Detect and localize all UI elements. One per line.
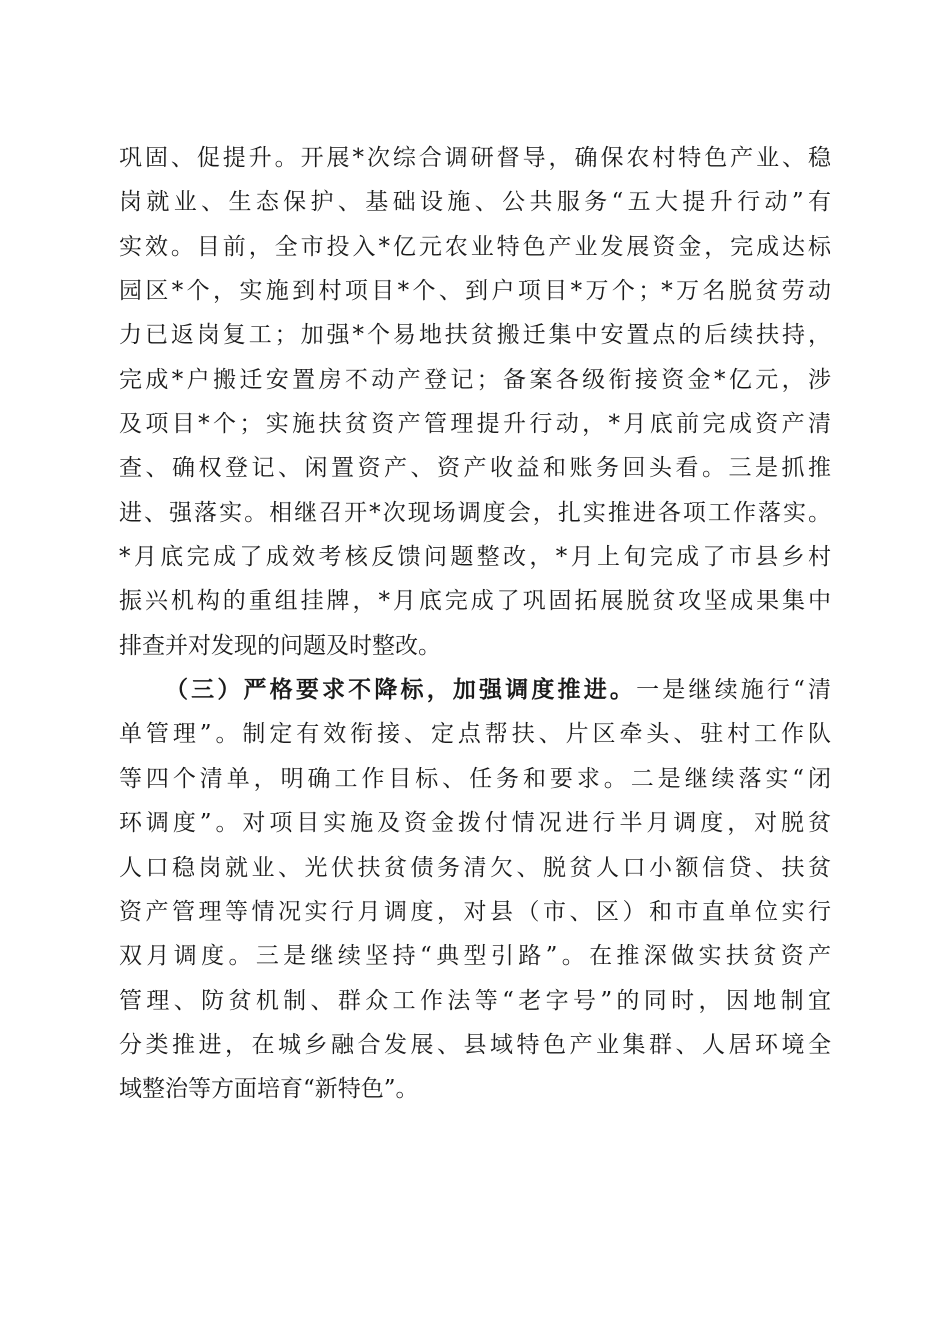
text-line: 环调度”。对项目实施及资金拨付情况进行半月调度，对脱贫 xyxy=(119,810,831,837)
text-line: 双月调度。三是继续坚持“典型引路”。在推深做实扶贫资产 xyxy=(119,943,831,970)
text-line: 岗就业、生态保护、基础设施、公共服务“五大提升行动”有 xyxy=(119,189,831,216)
text-line: 及项目*个；实施扶贫资产管理提升行动，*月底前完成资产清 xyxy=(119,411,831,438)
text-line: 查、确权登记、闲置资产、资产收益和账务回头看。三是抓推 xyxy=(119,455,831,482)
text-line: *月底完成了成效考核反馈问题整改，*月上旬完成了市县乡村 xyxy=(119,544,831,571)
text-line: 实效。目前，全市投入*亿元农业特色产业发展资金，完成达标 xyxy=(119,233,831,260)
text-line: 等四个清单，明确工作目标、任务和要求。二是继续落实“闭 xyxy=(119,765,831,792)
text-line: 分类推进，在城乡融合发展、县域特色产业集群、人居环境全 xyxy=(119,1031,831,1058)
section-heading: （三）严格要求不降标，加强调度推进。 xyxy=(165,676,637,704)
text-line: 完成*户搬迁安置房不动产登记；备案各级衔接资金*亿元，涉 xyxy=(119,366,831,393)
document-body xyxy=(119,136,831,1112)
text-line: 力已返岗复工；加强*个易地扶贫搬迁集中安置点的后续扶持， xyxy=(119,322,831,349)
text-line: 单管理”。制定有效衔接、定点帮扶、片区牵头、驻村工作队 xyxy=(119,721,831,748)
text-line: 人口稳岗就业、光伏扶贫债务清欠、脱贫人口小额信贷、扶贫 xyxy=(119,854,831,881)
text-line: 巩固、促提升。开展*次综合调研督导，确保农村特色产业、稳 xyxy=(119,145,831,171)
text-line: 进、强落实。相继召开*次现场调度会，扎实推进各项工作落实。 xyxy=(119,499,831,526)
text-line: 园区*个，实施到村项目*个、到户项目*万个；*万名脱贫劳动 xyxy=(119,278,831,305)
paragraph-2-first-line xyxy=(119,668,831,712)
text-line: 振兴机构的重组挂牌，*月底完成了巩固拓展脱贫攻坚成果集中 xyxy=(119,588,831,615)
text-line: 域整治等方面培育“新特色”。 xyxy=(119,1076,419,1103)
text-line: 资产管理等情况实行月调度，对县（市、区）和市直单位实行 xyxy=(119,898,831,925)
paragraph-1 xyxy=(119,136,831,668)
text-line: 排查并对发现的问题及时整改。 xyxy=(119,632,441,659)
paragraph-2 xyxy=(119,668,831,1111)
text-span: 一是继续施行“清 xyxy=(636,677,832,704)
text-line: 管理、防贫机制、群众工作法等“老字号”的同时，因地制宜 xyxy=(119,987,831,1014)
